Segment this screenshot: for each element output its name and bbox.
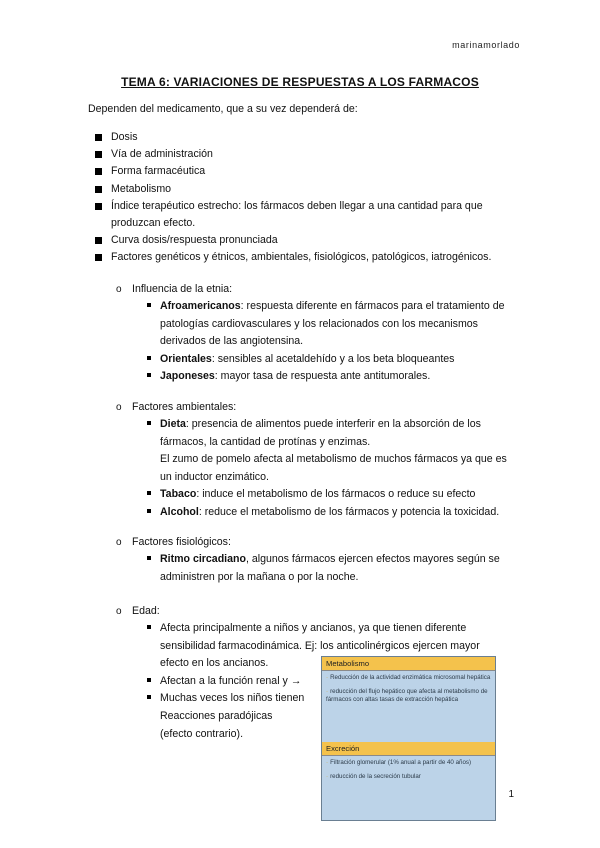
table-cell: · reducción de la secreción tubular — [326, 773, 421, 780]
table-cell: · Filtración glomerular (1% anual a partir de 40 años) — [326, 759, 472, 766]
list-item: Orientales: sensibles al acetaldehído y a los beta bloqueantes — [144, 351, 516, 369]
circle-bullet-icon: o — [116, 537, 122, 548]
list-item: Forma farmacéutica — [95, 163, 515, 180]
dot-icon: · — [326, 674, 329, 681]
list-item: Afectan a la función renal y → — [144, 673, 320, 691]
page-title: TEMA 6: VARIACIONES DE RESPUESTAS A LOS FARMACOS — [121, 75, 479, 89]
list-item: Afecta principalmente a niños y ancianos, ya que tienen diferente sensibilidad farmacodinámica. Ej: los anticolinérgicos ejercen mayor efecto en los ancianos. — [144, 620, 500, 673]
factors-list — [95, 129, 515, 267]
circle-bullet-icon: o — [116, 606, 122, 617]
section-heading: Factores fisiológicos: — [132, 536, 231, 548]
dot-icon: · — [326, 773, 329, 780]
list-item: Alcohol: reduce el metabolismo de los fármacos y potencia la toxicidad. — [144, 504, 516, 522]
list-item: Tabaco: induce el metabolismo de los fármacos o reduce su efecto — [144, 486, 516, 504]
section-heading: Influencia de la etnia: — [132, 283, 233, 295]
square-bullet-icon — [147, 421, 151, 425]
author-header: marinamorlado — [452, 40, 520, 50]
square-bullet-icon — [95, 134, 102, 141]
list-item: Ritmo circadiano, algunos fármacos ejercen efectos mayores según se administren por la mañana o por la noche. — [144, 551, 516, 586]
metabolismo-header: Metabolismo — [322, 657, 495, 671]
table-cell: · reducción del flujo hepático que afecta al metabolismo de fármacos con altas tasas de extracción hepática — [326, 688, 488, 703]
section-etnia — [116, 281, 516, 386]
list-item: Muchas veces los niños tienen Reacciones paradójicas (efecto contrario). — [144, 690, 305, 743]
list-item: Vía de administración — [95, 146, 515, 163]
age-effects-table — [321, 656, 496, 821]
circle-bullet-icon: o — [116, 284, 122, 295]
section-fisiologicos — [116, 534, 516, 586]
section-heading: Factores ambientales: — [132, 401, 237, 413]
intro-text: Dependen del medicamento, que a su vez dependerá de: — [88, 103, 358, 115]
square-bullet-icon — [147, 678, 151, 682]
square-bullet-icon — [147, 373, 151, 377]
square-bullet-icon — [147, 625, 151, 629]
square-bullet-icon — [95, 237, 102, 244]
square-bullet-icon — [95, 203, 102, 210]
dot-icon: · — [326, 688, 329, 695]
list-item: Factores genéticos y étnicos, ambientales, fisiológicos, patológicos, iatrogénicos. — [95, 249, 515, 266]
circle-bullet-icon: o — [116, 402, 122, 413]
list-item: Japoneses: mayor tasa de respuesta ante antitumorales. — [144, 368, 516, 386]
square-bullet-icon — [95, 151, 102, 158]
square-bullet-icon — [147, 695, 151, 699]
excrecion-header: Excreción — [322, 742, 495, 756]
square-bullet-icon — [147, 356, 151, 360]
dot-icon: · — [326, 759, 329, 766]
list-item: Dosis — [95, 129, 515, 146]
table-cell: · Reducción de la actividad enzimática microsomal hepática — [326, 674, 491, 681]
list-item: Dieta: presencia de alimentos puede interferir en la absorción de los fármacos, la cantidad de protínas y enzimas. El zumo de pomelo afecta al metabolismo de muchos fármacos ya que es un inductor enzimático. — [144, 416, 516, 486]
square-bullet-icon — [95, 168, 102, 175]
square-bullet-icon — [147, 556, 151, 560]
square-bullet-icon — [95, 254, 102, 261]
square-bullet-icon — [147, 491, 151, 495]
page-number: 1 — [508, 789, 514, 800]
section-heading: Edad: — [132, 605, 160, 617]
list-item: Afroamericanos: respuesta diferente en fármacos para el tratamiento de patologías cardiovasculares y los relacionados con los mecanismos derivados de las angiotensina. — [144, 298, 516, 351]
square-bullet-icon — [147, 509, 151, 513]
square-bullet-icon — [147, 303, 151, 307]
section-ambientales — [116, 399, 516, 522]
list-item: Índice terapéutico estrecho: los fármacos deben llegar a una cantidad para que produzcan efecto. — [95, 198, 515, 232]
square-bullet-icon — [95, 186, 102, 193]
list-item: Metabolismo — [95, 181, 515, 198]
list-item: Curva dosis/respuesta pronunciada — [95, 232, 515, 249]
